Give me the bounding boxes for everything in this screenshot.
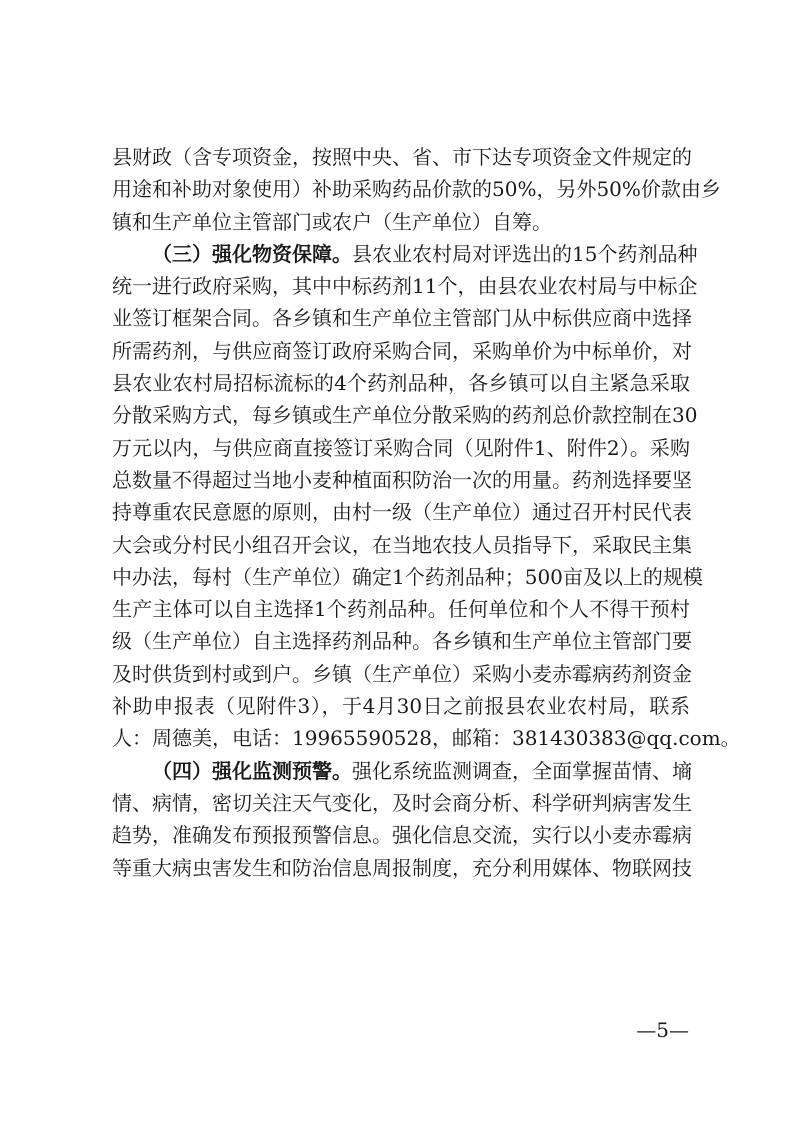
body-text xyxy=(112,141,741,884)
text-line: 级（生产单位）自主选择药剂品种。各乡镇和生产单位主管部门要 xyxy=(112,629,692,654)
text-line: 分散采购方式，每乡镇或生产单位分散采购的药剂总价款控制在30 xyxy=(112,403,698,428)
text-line xyxy=(112,755,690,787)
text-run: 强化系统监测调查，全面掌握苗情、墒 xyxy=(352,758,692,783)
section-heading-material-supply: （三）强化物资保障。 xyxy=(152,241,352,266)
text-line: 及时供货到村或到户。乡镇（生产单位）采购小麦赤霉病药剂资金 xyxy=(112,661,692,686)
paragraph-monitoring xyxy=(112,755,690,884)
text-line: 镇和生产单位主管部门或农户（生产单位）自筹。 xyxy=(112,209,552,234)
text-line: 统一进行政府采购，其中中标药剂11个，由县农业农村局与中标企 xyxy=(112,274,698,299)
text-line: 人：周德美，电话：19965590528，邮箱：381430383@qq.com。 xyxy=(112,726,741,751)
text-line xyxy=(112,238,698,270)
text-line: 生产主体可以自主选择1个药剂品种。任何单位和个人不得干预村 xyxy=(112,597,690,622)
text-line: 中办法，每村（生产单位）确定1个药剂品种；500亩及以上的规模 xyxy=(112,564,703,589)
text-line: 持尊重农民意愿的原则，由村一级（生产单位）通过召开村民代表 xyxy=(112,500,692,525)
text-line: 业签订框架合同。各乡镇和生产单位主管部门从中标供应商中选择 xyxy=(112,306,692,331)
text-line: 用途和补助对象使用）补助采购药品价款的50%，另外50%价款由乡 xyxy=(112,177,721,202)
text-line: 趋势，准确发布预报预警信息。强化信息交流，实行以小麦赤霉病 xyxy=(112,823,692,848)
text-line: 等重大病虫害发生和防治信息周报制度，充分利用媒体、物联网技 xyxy=(112,855,692,880)
text-line: 万元以内，与供应商直接签订采购合同（见附件1、附件2）。采购 xyxy=(112,435,690,460)
text-run: 县农业农村局对评选出的15个药剂品种 xyxy=(352,241,698,266)
text-line: 补助申报表（见附件3），于4月30日之前报县农业农村局，联系 xyxy=(112,694,690,719)
paragraph-funding xyxy=(112,141,721,238)
paragraph-material-supply xyxy=(112,238,741,755)
text-line: 情、病情，密切关注天气变化，及时会商分析、科学研判病害发生 xyxy=(112,790,692,815)
text-line: 大会或分村民小组召开会议，在当地农技人员指导下，采取民主集 xyxy=(112,532,692,557)
text-line: 县财政（含专项资金，按照中央、省、市下达专项资金文件规定的 xyxy=(112,145,692,169)
page-number: —5— xyxy=(636,1018,689,1042)
text-line: 所需药剂，与供应商签订政府采购合同，采购单价为中标单价，对 xyxy=(112,338,692,363)
text-line: 总数量不得超过当地小麦种植面积防治一次的用量。药剂选择要坚 xyxy=(112,467,692,492)
text-line: 县农业农村局招标流标的4个药剂品种，各乡镇可以自主紧急采取 xyxy=(112,371,690,396)
section-heading-monitoring: （四）强化监测预警。 xyxy=(152,758,352,783)
